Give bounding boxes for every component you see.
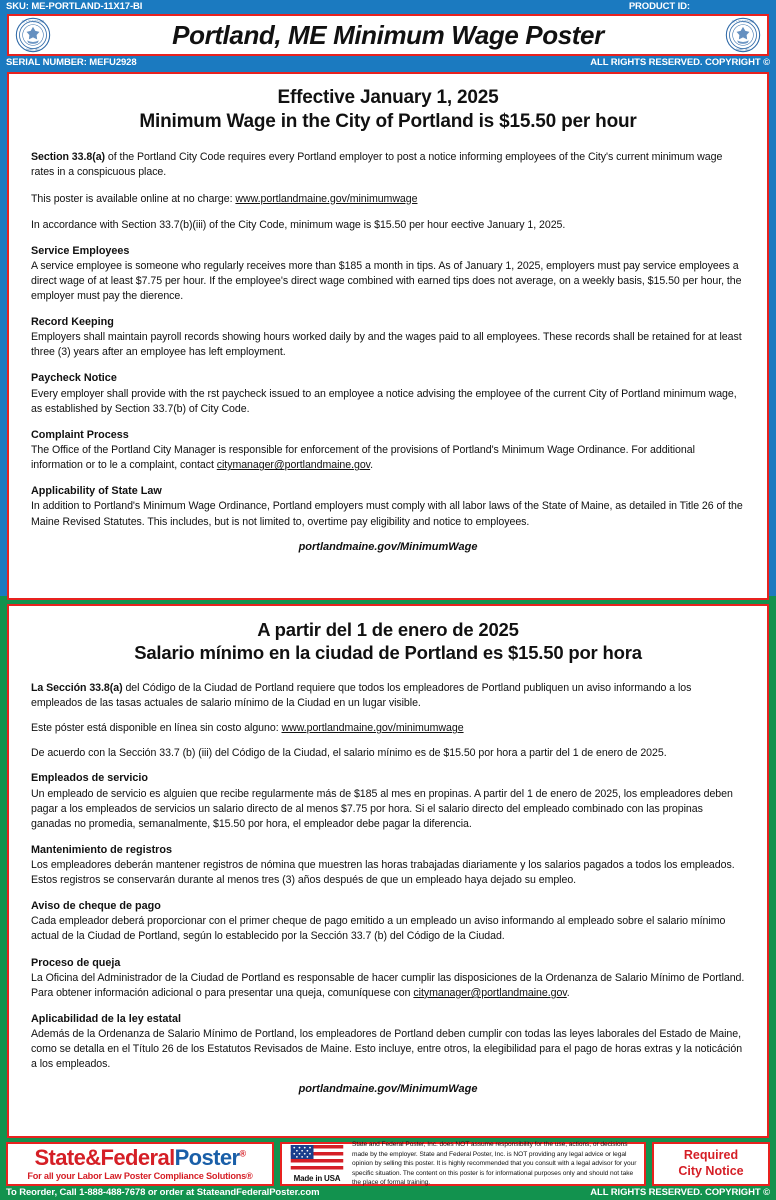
svg-text:MAINE 1832: MAINE 1832 bbox=[736, 49, 750, 52]
spanish-online-prefix: Este póster está disponible en línea sin costo alguno: bbox=[31, 722, 282, 735]
spanish-section-title: Aplicabilidad de la ley estatal bbox=[31, 1012, 182, 1025]
legal-disclaimer-text: State and Federal Poster, Inc. does NOT assume responsibility for the use, actions, or decisions made by the employer. State and Federal Poster, Inc. is NOT providing any legal advice or legal opinion by selling this poster. It is highly recommended that you consult with a legal advisor for your specific situation. The content on this poster is for informational purposes only and should not take the place of formal training. bbox=[352, 1141, 637, 1187]
english-section-body: Employers shall maintain payroll records showing hours worked daily by and the wages paid to all employees. These records shall be retained for at least three (3) years after an employee has left employment. bbox=[31, 331, 742, 359]
spanish-heading-effective-date: A partir del 1 de enero de 2025 bbox=[257, 619, 519, 640]
spanish-online-paragraph bbox=[31, 721, 745, 736]
serial-strip bbox=[0, 57, 776, 70]
english-section-record-keeping bbox=[31, 315, 745, 360]
english-section-service-employees bbox=[31, 244, 745, 304]
english-section-complaint-process bbox=[31, 428, 745, 473]
state-and-federal-poster-logo bbox=[6, 1142, 274, 1186]
english-accordance-paragraph: In accordance with Section 33.7(b)(iii) of the City Code, minimum wage is $15.50 per hour eective January 1, 2025. bbox=[31, 218, 566, 231]
spanish-section-title: Empleados de servicio bbox=[31, 772, 149, 785]
required-notice-line1: Required bbox=[683, 1148, 739, 1163]
page-title: Portland, ME Minimum Wage Poster bbox=[172, 19, 604, 50]
copyright-bottom-label: ALL RIGHTS RESERVED. COPYRIGHT © bbox=[590, 1187, 770, 1198]
english-section-body bbox=[31, 443, 745, 473]
english-section-title: Applicability of State Law bbox=[31, 485, 162, 498]
disclaimer-box bbox=[280, 1142, 646, 1186]
spanish-heading-wage-rate: Salario mínimo en la ciudad de Portland es $15.50 por hora bbox=[134, 642, 642, 664]
svg-text:MAINE 1832: MAINE 1832 bbox=[26, 49, 40, 52]
english-online-prefix: This poster is available online at no charge: bbox=[31, 192, 236, 205]
spanish-heading-block bbox=[31, 618, 745, 665]
english-section-body: A service employee is someone who regularly receives more than $185 a month in tips. As of January 1, 2025, employers must pay service employees a direct wage of at least $7.75 per hour. If the employee's direct wage combined with earned tips does not average, on a weekly basis, $15.50 per hour, the employer must pay the dierence. bbox=[31, 259, 742, 302]
spanish-section-title: Mantenimiento de registros bbox=[31, 843, 172, 856]
english-section-title: Complaint Process bbox=[31, 428, 129, 441]
city-of-portland-seal-icon bbox=[725, 17, 761, 53]
english-online-paragraph bbox=[31, 192, 745, 207]
spanish-intro-bold: La Sección 33.8(a) bbox=[31, 682, 123, 695]
spanish-section-body: Los empleadores deberán mantener registros de nómina que muestren las horas trabajadas diariamente y los salarios pagados a todos los empleados. Estos registros se conservarán durante al menos tres (3) años después de que un empleado haya dejado su empleo. bbox=[31, 859, 735, 887]
english-intro-rest: of the Portland City Code requires every Portland employer to post a notice informing employees of the City's current minimum wage rates in a conspicuous place. bbox=[31, 151, 723, 179]
spanish-intro-paragraph bbox=[31, 681, 745, 711]
english-intro-paragraph bbox=[31, 150, 745, 180]
spanish-section-aplicabilidad-ley-estatal bbox=[31, 1012, 745, 1072]
spanish-intro-rest: del Código de la Ciudad de Portland requiere que todos los empleadores de Portland publiquen un aviso informando a los empleados de las tasas actuales de salario mínimo de la Ciudad en un lugar visible. bbox=[31, 682, 692, 710]
english-content-panel bbox=[7, 72, 769, 600]
english-heading-block bbox=[31, 86, 745, 134]
copyright-top-label: ALL RIGHTS RESERVED. COPYRIGHT © bbox=[590, 57, 770, 68]
english-section-body: Every employer shall provide with the rst paycheck issued to an employee a notice advising the employee of the current City of Portland minimum wage, as established by Section 33.7(b) of City Code. bbox=[31, 387, 737, 415]
spanish-section-empleados-de-servicio bbox=[31, 771, 745, 831]
required-notice-line2: City Notice bbox=[678, 1164, 744, 1178]
english-section-state-law bbox=[31, 484, 745, 529]
spanish-content-panel bbox=[7, 604, 769, 1138]
top-meta-strip bbox=[0, 0, 776, 14]
english-heading-wage-rate: Minimum Wage in the City of Portland is $15.50 per hour bbox=[139, 110, 637, 132]
svg-text:CITY OF PORTLAND: CITY OF PORTLAND bbox=[731, 21, 755, 24]
registered-trademark-icon: ® bbox=[239, 1148, 246, 1159]
spanish-complaint-email-link[interactable]: citymanager@portlandmaine.gov bbox=[413, 986, 567, 999]
made-in-usa-caption: Made in USA bbox=[293, 1174, 341, 1183]
title-banner bbox=[7, 14, 769, 56]
english-heading-effective-date: Effective January 1, 2025 bbox=[277, 87, 499, 108]
usa-flag-icon bbox=[287, 1145, 347, 1173]
logo-tagline: For all your Labor Law Poster Compliance Solutions® bbox=[27, 1171, 253, 1181]
brand-footer-bar bbox=[0, 1142, 776, 1186]
spanish-section-body: Además de la Ordenanza de Salario Mínimo de Portland, los empleadores de Portland deben cumplir con todas las leyes laborales del Estado de Maine, como se detalla en el Título 26 de los Estatutos Revisados de Maine. Esto incluye, entre otros, la elegibilidad para el pago de horas extras y la noticáción a los empleados. bbox=[31, 1028, 743, 1071]
english-intro-bold: Section 33.8(a) bbox=[31, 151, 106, 164]
product-id-label: PRODUCT ID: bbox=[628, 1, 690, 12]
spanish-section-title: Proceso de queja bbox=[31, 956, 121, 969]
spanish-section-aviso-de-cheque-de-pago bbox=[31, 899, 745, 944]
english-section-title: Paycheck Notice bbox=[31, 372, 117, 385]
bottom-reorder-strip bbox=[0, 1187, 776, 1200]
required-city-notice-badge bbox=[652, 1142, 770, 1186]
english-complaint-body-before: The Office of the Portland City Manager is responsible for enforcement of the provisions of Portland's Minimum Wage Ordinance. For additional information or to le a complaint, contact bbox=[31, 444, 695, 472]
english-section-title: Record Keeping bbox=[31, 315, 114, 328]
spanish-section-title: Aviso de cheque de pago bbox=[31, 900, 161, 913]
spanish-section-proceso-de-queja bbox=[31, 956, 745, 1001]
english-online-link[interactable]: www.portlandmaine.gov/minimumwage bbox=[235, 192, 418, 205]
reorder-info-label: To Reorder, Call 1-888-488-7678 or order at StateandFederalPoster.com bbox=[6, 1187, 320, 1198]
english-footer-url: portlandmaine.gov/MinimumWage bbox=[298, 540, 478, 553]
logo-wordmark bbox=[34, 1147, 245, 1169]
spanish-footer-url: portlandmaine.gov/MinimumWage bbox=[298, 1083, 478, 1096]
spanish-accordance-paragraph: De acuerdo con la Sección 33.7 (b) (iii) del Código de la Ciudad, el salario mínimo es de $15.50 por hora a partir del 1 de enero de 2025. bbox=[31, 747, 667, 760]
spanish-section-body: Cada empleador deberá proporcionar con el primer cheque de pago emitido a un empleado un aviso informando al empleado sobre el salario mínimo actual de la Ciudad de Portland, según lo establecido por la Sección 33.7 (b) del Código de la Ciudad. bbox=[31, 915, 726, 943]
sku-label: SKU: ME-PORTLAND-11X17-BI bbox=[6, 1, 143, 12]
logo-text-poster: Poster bbox=[174, 1145, 240, 1170]
serial-number-label: SERIAL NUMBER: MEFU2928 bbox=[6, 57, 137, 68]
logo-text-state-and-federal: State&Federal bbox=[34, 1145, 175, 1170]
spanish-section-body: Un empleado de servicio es alguien que recibe regularmente más de $185 al mes en propinas. A partir del 1 de enero de 2025, los empleadores deben pagar a los empleados de servicios un salario directo de al menos $7.75 por hora. Si el salario directo del empleado combinado con las propinas ganadas no promedia, semanalmente, $15.50 por hora, el empleador debe pagar la diferencia. bbox=[31, 787, 733, 830]
english-section-title: Service Employees bbox=[31, 244, 130, 257]
english-section-paycheck-notice bbox=[31, 371, 745, 416]
spanish-complaint-body-after: . bbox=[566, 986, 570, 999]
city-of-portland-seal-icon bbox=[15, 17, 51, 53]
english-complaint-email-link[interactable]: citymanager@portlandmaine.gov bbox=[216, 459, 371, 472]
english-complaint-body-after: . bbox=[370, 459, 374, 472]
spanish-complaint-body-before: La Oficina del Administrador de la Ciudad de Portland es responsable de hacer cumplir las disposiciones de la Ordenanza de Salario Mínimo de Portland. Para obtener información adicional o para presentar una queja, comuníquese con bbox=[31, 971, 745, 999]
svg-text:CITY OF PORTLAND: CITY OF PORTLAND bbox=[21, 21, 45, 24]
spanish-section-mantenimiento-de-registros bbox=[31, 843, 745, 888]
spanish-online-link[interactable]: www.portlandmaine.gov/minimumwage bbox=[281, 722, 464, 735]
english-section-body: In addition to Portland's Minimum Wage Ordinance, Portland employers must comply with all labor laws of the State of Maine, as detailed in Title 26 of the Maine Revised Statutes. This includes, but is not limited to, overtime pay eligibility and notice to employees. bbox=[31, 500, 743, 528]
made-in-usa-block bbox=[286, 1145, 348, 1183]
spanish-section-body bbox=[31, 971, 745, 1001]
